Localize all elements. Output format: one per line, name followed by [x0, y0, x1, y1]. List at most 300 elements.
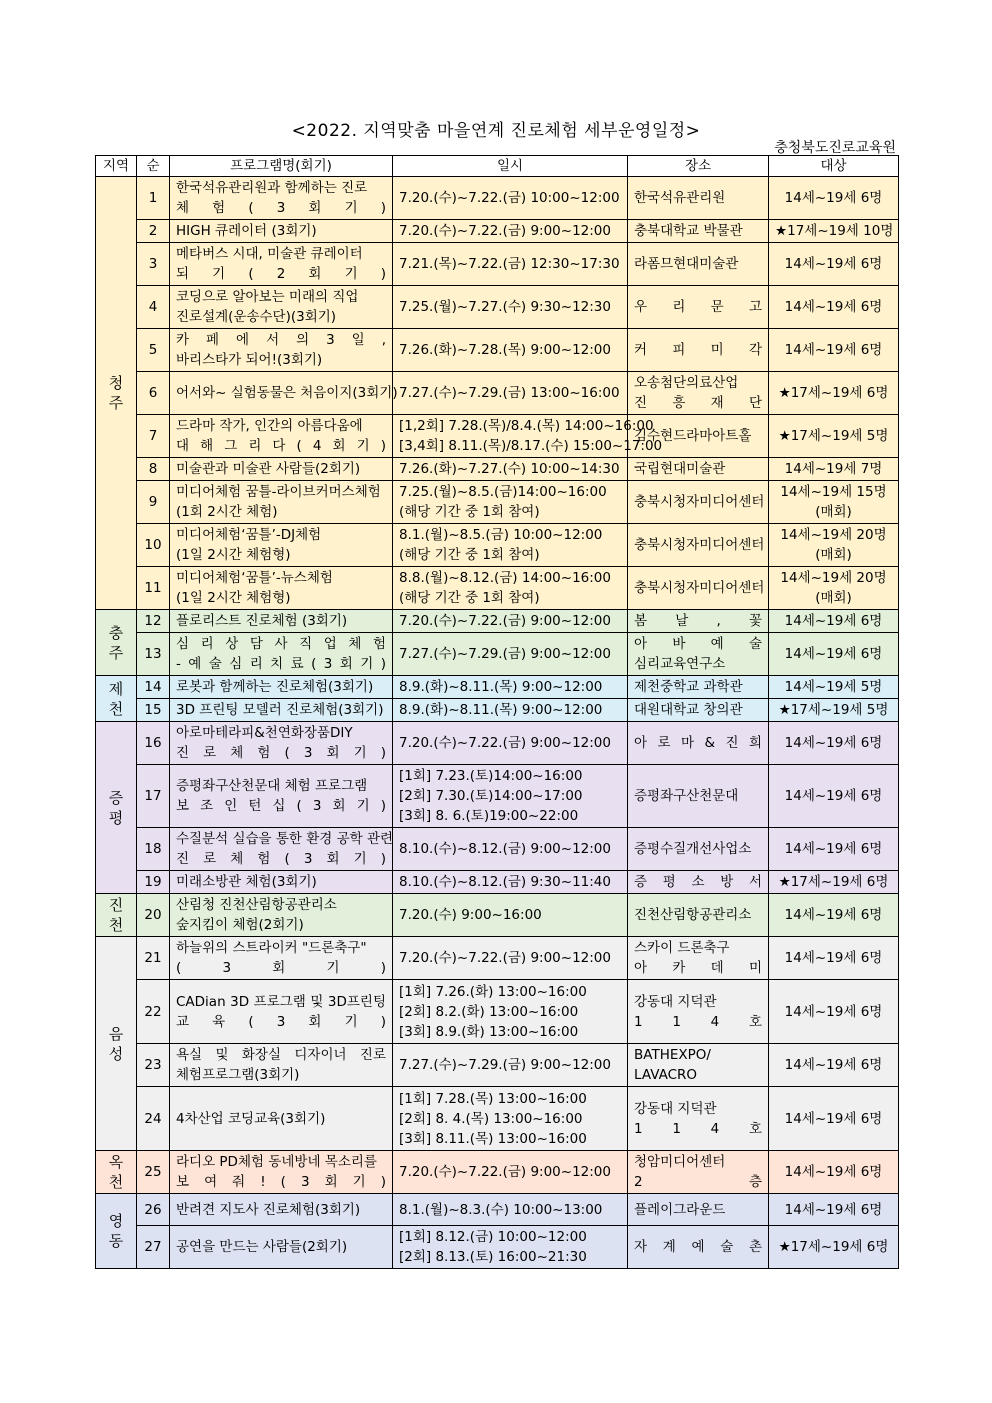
table-row: [96, 481, 899, 524]
seq-cell: 2: [137, 220, 170, 243]
place-cell-line: 증평좌구산천문대: [634, 788, 739, 804]
seq-cell: 13: [137, 633, 170, 676]
date-cell-line: [2회] 8. 4.(목) 13:00~16:00: [399, 1110, 583, 1127]
program-cell-line: 산림청 진천산림항공관리소: [176, 897, 337, 913]
target-cell-line: 14세~19세 6명: [784, 190, 883, 206]
program-cell-line: 하늘위의 스트라이커 "드론축구": [176, 940, 367, 956]
program-cell-line: 공연을 만드는 사람들(2회기): [176, 1239, 348, 1255]
header-date: 일시: [393, 156, 628, 177]
date-cell: [393, 828, 628, 871]
program-cell-line: 미래소방관 체험(3회기): [176, 874, 317, 890]
place-cell-line: BATHEXPO/: [634, 1047, 711, 1063]
program-cell-line: 미술관과 미술관 사람들(2회기): [176, 461, 361, 477]
seq-cell: 23: [137, 1044, 170, 1087]
program-cell-line: 진 로 체 험 ( 3 회 기 ): [176, 851, 386, 867]
place-cell: [628, 1044, 769, 1087]
place-cell-line: 강동대 지덕관: [634, 1100, 717, 1117]
target-cell-line: 14세~19세 6명: [784, 1164, 883, 1180]
target-cell-line: 14세~19세 20명: [780, 570, 887, 586]
date-cell: [393, 676, 628, 699]
table-header-row: [96, 156, 899, 177]
program-cell-line: 진로설계(운송수단)(3회기): [176, 309, 337, 325]
date-cell-line: (해당 기간 중 1회 참여): [399, 504, 540, 520]
table-row: [96, 722, 899, 765]
date-cell-line: 7.20.(수)~7.22.(금) 9:00~12:00: [399, 950, 611, 966]
date-cell-line: 7.20.(수)~7.22.(금) 9:00~12:00: [399, 223, 611, 239]
table-row: [96, 1194, 899, 1226]
target-cell-line: 14세~19세 7명: [784, 461, 883, 477]
seq-cell: 8: [137, 458, 170, 481]
program-cell-line: 로봇과 함께하는 진로체험(3회기): [176, 679, 374, 695]
place-cell-line: 오송첨단의료산업: [634, 375, 739, 391]
place-cell-line: 심리교육연구소: [634, 656, 726, 672]
program-cell: [170, 699, 393, 722]
program-cell-line: 수질분석 실습을 통한 환경 공학 관련: [176, 831, 394, 847]
date-cell: [393, 415, 663, 458]
date-cell: [393, 567, 628, 610]
program-cell: [170, 1087, 393, 1151]
table-row: [96, 610, 899, 633]
date-cell-line: 7.26.(화)~7.27.(수) 10:00~14:30: [399, 461, 620, 477]
date-cell-line: 7.27.(수)~7.29.(금) 9:00~12:00: [399, 646, 611, 662]
table-row: [96, 567, 899, 610]
table-row: [96, 1044, 899, 1087]
program-cell-line: 4차산업 코딩교육(3회기): [176, 1110, 326, 1127]
program-cell: [170, 1226, 393, 1269]
program-cell-line: 교 육 ( 3 회 기 ): [176, 1013, 386, 1030]
target-cell-line: 14세~19세 6명: [784, 950, 883, 966]
target-cell-line: 14세~19세 6명: [784, 841, 883, 857]
program-cell: [170, 329, 393, 372]
program-cell: [170, 1044, 393, 1087]
date-cell-line: [3회] 8.9.(화) 13:00~16:00: [399, 1023, 579, 1040]
program-cell: [170, 1194, 393, 1226]
program-cell-line: 카 페 에 서 의 3 일 ,: [176, 332, 386, 348]
place-cell-line: 플레이그라운드: [634, 1201, 726, 1218]
seq-cell: 7: [137, 415, 170, 458]
seq-cell: 14: [137, 676, 170, 699]
header-target: 대상: [769, 156, 899, 177]
region-cell: [96, 1151, 137, 1194]
target-cell-line: 14세~19세 6명: [784, 907, 883, 923]
program-cell: [170, 871, 393, 894]
program-cell: [170, 286, 393, 329]
target-cell: [769, 828, 899, 871]
date-cell: [393, 286, 628, 329]
table-row: [96, 286, 899, 329]
date-cell-line: 8.9.(화)~8.11.(목) 9:00~12:00: [399, 679, 603, 695]
target-cell: [769, 243, 899, 286]
date-cell: [393, 633, 628, 676]
program-cell-line: ( 3 회 기 ): [176, 960, 386, 976]
date-cell: [393, 1087, 628, 1151]
header-region: 지역: [96, 156, 137, 177]
seq-cell: 21: [137, 937, 170, 980]
date-cell-line: 7.20.(수) 9:00~16:00: [399, 907, 542, 923]
region-name: 음성: [108, 1024, 124, 1063]
target-cell-line: 14세~19세 5명: [784, 679, 883, 695]
place-cell-line: 2 층: [634, 1174, 762, 1190]
date-cell: [393, 980, 628, 1044]
region-name: 옥천: [108, 1153, 124, 1191]
place-cell-line: 봄 날 , 꽃: [634, 613, 762, 629]
date-cell-line: 7.25.(월)~7.27.(수) 9:30~12:30: [399, 299, 611, 315]
date-cell: [393, 372, 628, 415]
target-cell: [769, 329, 899, 372]
place-cell: [628, 1087, 769, 1151]
target-cell-line: (매회): [815, 504, 852, 520]
document-title: <2022. 지역맞춤 마을연계 진로체험 세부운영일정>: [291, 121, 701, 141]
place-cell: [628, 220, 769, 243]
program-cell-line: HIGH 큐레이터 (3회기): [176, 223, 317, 239]
date-cell: [393, 524, 628, 567]
target-cell: [769, 610, 899, 633]
date-cell-line: [1회] 7.23.(토)14:00~16:00: [399, 768, 583, 784]
program-cell-line: 체 험 ( 3 회 기 ): [176, 200, 386, 216]
region-name: 제천: [108, 679, 124, 718]
header-program: 프로그램명(회기): [170, 156, 393, 177]
region-cell: [96, 722, 137, 894]
seq-cell: 22: [137, 980, 170, 1044]
place-cell: [628, 722, 769, 765]
place-cell: [628, 633, 769, 676]
program-cell: [170, 894, 393, 937]
target-cell-line: ★17세~19세 5명: [778, 428, 889, 444]
program-cell: [170, 610, 393, 633]
target-cell-line: ★17세~19세 10명: [775, 223, 894, 239]
target-cell: [769, 765, 899, 828]
seq-cell: 20: [137, 894, 170, 937]
date-cell: [393, 329, 628, 372]
program-cell-line: 드라마 작가, 인간의 아름다움에: [176, 418, 363, 434]
table-row: [96, 243, 899, 286]
program-cell-line: 반려견 지도사 진로체험(3회기): [176, 1201, 361, 1218]
seq-cell: 24: [137, 1087, 170, 1151]
table-row: [96, 937, 899, 980]
program-cell-line: 미디어체험‘꿈틀’-뉴스체험: [176, 570, 333, 586]
date-cell-line: 8.1.(월)~8.5.(금) 10:00~12:00: [399, 527, 603, 543]
program-cell: [170, 828, 393, 871]
target-cell-line: 14세~19세 6명: [784, 613, 883, 629]
date-cell: [393, 1194, 628, 1226]
date-cell: [393, 458, 628, 481]
seq-cell: 17: [137, 765, 170, 828]
date-cell-line: [3,4회] 8.11.(목)/8.17.(수) 15:00~17:00: [399, 438, 663, 454]
place-cell: [628, 871, 769, 894]
table-row: [96, 415, 899, 458]
program-cell-line: 미디어체험‘꿈틀’-DJ체험: [176, 527, 322, 543]
place-cell: [628, 894, 769, 937]
program-cell-line: 욕실 및 화장실 디자이너 진로: [176, 1047, 386, 1063]
target-cell: [769, 722, 899, 765]
program-cell: [170, 372, 398, 415]
date-cell-line: [2회] 8.13.(토) 16:00~21:30: [399, 1249, 587, 1265]
date-cell: [393, 610, 628, 633]
target-cell-line: ★17세~19세 6명: [778, 385, 889, 401]
program-cell: [170, 415, 393, 458]
date-cell-line: [1회] 8.12.(금) 10:00~12:00: [399, 1229, 587, 1245]
program-cell-line: (1일 2시간 체험형): [176, 590, 291, 606]
program-cell-line: 라디오 PD체험 동네방네 목소리를: [176, 1154, 377, 1170]
seq-cell: 5: [137, 329, 170, 372]
region-name: 증평: [108, 788, 124, 827]
place-cell: [628, 980, 769, 1044]
target-cell: [769, 481, 899, 524]
date-cell-line: 8.9.(화)~8.11.(목) 9:00~12:00: [399, 702, 603, 718]
program-cell-line: 심 리 상 담 사 직 업 체 험: [176, 636, 386, 652]
place-cell-line: LAVACRO: [634, 1067, 698, 1083]
table-row: [96, 372, 899, 415]
date-cell: [393, 177, 628, 220]
target-cell: [769, 633, 899, 676]
header-seq: 순: [137, 156, 170, 177]
date-cell-line: [3회] 8. 6.(토)19:00~22:00: [399, 808, 579, 824]
place-cell: [628, 1194, 769, 1226]
seq-cell: 4: [137, 286, 170, 329]
table-row: [96, 633, 899, 676]
table-row: [96, 828, 899, 871]
place-cell-line: 충북시청자미디어센터: [634, 494, 765, 510]
target-cell: [769, 567, 899, 610]
target-cell-line: 14세~19세 6명: [784, 1201, 883, 1218]
program-cell-line: - 예 술 심 리 치 료 ( 3 회 기 ): [176, 656, 386, 672]
place-cell: [628, 1151, 769, 1194]
program-cell: [170, 177, 393, 220]
place-cell-line: 김수현드라마아트홀: [634, 428, 752, 444]
program-cell: [170, 765, 393, 828]
program-cell-line: 미디어체험 꿈틀-라이브커머스체험: [176, 484, 381, 500]
place-cell-line: 1 1 4 호: [634, 1013, 762, 1030]
date-cell-line: 7.27.(수)~7.29.(금) 9:00~12:00: [399, 1057, 611, 1073]
target-cell-line: (매회): [815, 590, 852, 606]
target-cell-line: 14세~19세 6명: [784, 788, 883, 804]
target-cell-line: 14세~19세 6명: [784, 342, 883, 358]
table-row: [96, 765, 899, 828]
place-cell-line: 증 평 소 방 서: [634, 874, 762, 890]
seq-cell: 9: [137, 481, 170, 524]
date-cell-line: 7.20.(수)~7.22.(금) 10:00~12:00: [399, 190, 620, 206]
date-cell: [393, 722, 628, 765]
target-cell: [769, 415, 899, 458]
program-cell: [170, 220, 393, 243]
program-cell-line: 되 기 ( 2 회 기 ): [176, 266, 386, 282]
place-cell-line: 커 피 미 각: [634, 342, 762, 358]
date-cell-line: 7.25.(월)~8.5.(금)14:00~16:00: [399, 484, 607, 500]
seq-cell: 12: [137, 610, 170, 633]
program-cell-line: CADian 3D 프로그램 및 3D프린팅: [176, 993, 386, 1010]
place-cell-line: 자 계 예 술 촌: [634, 1239, 762, 1255]
table-row: [96, 980, 899, 1044]
table-row: [96, 329, 899, 372]
region-cell: [96, 937, 137, 1151]
region-name: 청주: [108, 374, 124, 412]
place-cell: [628, 610, 769, 633]
program-cell-line: 한국석유관리원과 함께하는 진로: [176, 180, 368, 196]
seq-cell: 16: [137, 722, 170, 765]
table-row: [96, 177, 899, 220]
date-cell-line: [1,2회] 7.28.(목)/8.4.(목) 14:00~16:00: [399, 418, 654, 434]
region-name: 충주: [108, 623, 124, 662]
place-cell-line: 충북시청자미디어센터: [634, 580, 765, 596]
date-cell: [393, 481, 628, 524]
place-cell: [628, 329, 769, 372]
date-cell: [393, 937, 628, 980]
place-cell-line: 한국석유관리원: [634, 190, 726, 206]
date-cell-line: 8.10.(수)~8.12.(금) 9:30~11:40: [399, 874, 611, 890]
table-row: [96, 871, 899, 894]
place-cell-line: 국립현대미술관: [634, 461, 726, 477]
program-cell-line: 숲지킴이 체험(2회기): [176, 917, 304, 933]
target-cell: [769, 1044, 899, 1087]
date-cell-line: 7.20.(수)~7.22.(금) 9:00~12:00: [399, 613, 611, 629]
seq-cell: 11: [137, 567, 170, 610]
target-cell-line: 14세~19세 20명: [780, 527, 887, 543]
seq-cell: 10: [137, 524, 170, 567]
table-row: [96, 220, 899, 243]
target-cell-line: 14세~19세 6명: [784, 1110, 883, 1127]
region-cell: [96, 610, 137, 676]
program-cell: [170, 524, 393, 567]
target-cell: [769, 676, 899, 699]
place-cell-line: 우 리 문 고: [634, 299, 762, 315]
program-cell-line: 바리스타가 되어!(3회기): [176, 352, 323, 368]
place-cell-line: 증평수질개선사업소: [634, 841, 752, 857]
program-cell-line: 보 조 인 턴 십 ( 3 회 기 ): [176, 798, 386, 814]
table-row: [96, 676, 899, 699]
date-cell: [393, 220, 628, 243]
table-row: [96, 1151, 899, 1194]
place-cell-line: 진천산림항공관리소: [634, 907, 752, 923]
place-cell: [628, 567, 769, 610]
place-cell: [628, 243, 769, 286]
target-cell-line: (매회): [815, 547, 852, 563]
program-cell: [170, 1151, 393, 1194]
region-name: 영동: [108, 1212, 124, 1250]
program-cell: [170, 980, 393, 1044]
target-cell: [769, 937, 899, 980]
place-cell: [628, 676, 769, 699]
target-cell: [769, 1151, 899, 1194]
region-cell: [96, 676, 137, 722]
program-cell-line: 플로리스트 진로체험 (3회기): [176, 613, 348, 629]
target-cell-line: 14세~19세 6명: [784, 1003, 883, 1020]
target-cell: [769, 1194, 899, 1226]
date-cell-line: 7.20.(수)~7.22.(금) 9:00~12:00: [399, 1164, 611, 1180]
program-cell-line: 코딩으로 알아보는 미래의 직업: [176, 289, 359, 305]
target-cell: [769, 372, 899, 415]
date-cell-line: 7.27.(수)~7.29.(금) 13:00~16:00: [399, 385, 620, 401]
place-cell: [628, 765, 769, 828]
target-cell-line: ★17세~19세 5명: [778, 702, 889, 718]
target-cell: [769, 894, 899, 937]
program-cell: [170, 243, 393, 286]
place-cell-line: 아 바 예 술: [634, 636, 762, 652]
place-cell: [628, 458, 769, 481]
place-cell-line: 스카이 드론축구: [634, 940, 730, 956]
program-cell: [170, 481, 393, 524]
region-cell: [96, 1194, 137, 1269]
place-cell: [628, 286, 769, 329]
seq-cell: 18: [137, 828, 170, 871]
program-cell-line: (1일 2시간 체험형): [176, 547, 291, 563]
seq-cell: 3: [137, 243, 170, 286]
program-cell-line: 보 여 줘 ! ( 3 회 기 ): [176, 1174, 386, 1190]
target-cell: [769, 458, 899, 481]
program-cell-line: 진 로 체 험 ( 3 회 기 ): [176, 745, 386, 761]
seq-cell: 6: [137, 372, 170, 415]
seq-cell: 19: [137, 871, 170, 894]
program-cell-line: 대 해 그 리 다 ( 4 회 기 ): [176, 438, 386, 454]
date-cell-line: 7.26.(화)~7.28.(목) 9:00~12:00: [399, 342, 611, 358]
schedule-rows: [96, 177, 899, 1269]
date-cell-line: 7.21.(목)~7.22.(금) 12:30~17:30: [399, 256, 620, 272]
table-row: [96, 699, 899, 722]
date-cell: [393, 894, 628, 937]
date-cell-line: 8.10.(수)~8.12.(금) 9:00~12:00: [399, 841, 611, 857]
program-cell: [170, 567, 393, 610]
date-cell: [393, 699, 628, 722]
place-cell-line: 아 카 데 미: [634, 960, 762, 976]
place-cell-line: 1 1 4 호: [634, 1120, 762, 1137]
target-cell: [769, 1226, 899, 1269]
program-cell-line: 메타버스 시대, 미술관 큐레이터: [176, 246, 363, 262]
target-cell: [769, 699, 899, 722]
program-cell-line: 아로마테라피&천연화장품DIY: [176, 725, 353, 741]
target-cell: [769, 980, 899, 1044]
place-cell-line: 강동대 지덕관: [634, 993, 717, 1010]
seq-cell: 15: [137, 699, 170, 722]
date-cell-line: [2회] 8.2.(화) 13:00~16:00: [399, 1003, 579, 1020]
target-cell-line: 14세~19세 6명: [784, 299, 883, 315]
date-cell: [393, 1044, 628, 1087]
target-cell: [769, 177, 899, 220]
date-cell-line: (해당 기간 중 1회 참여): [399, 547, 540, 563]
program-cell: [170, 458, 393, 481]
place-cell-line: 아 로 마 & 진 희: [634, 735, 762, 751]
seq-cell: 1: [137, 177, 170, 220]
target-cell: [769, 286, 899, 329]
table-row: [96, 458, 899, 481]
place-cell: [628, 937, 769, 980]
date-cell-line: 8.8.(월)~8.12.(금) 14:00~16:00: [399, 570, 611, 586]
program-cell-line: 어서와~ 실험동물은 처음이지(3회기): [176, 385, 398, 401]
target-cell-line: 14세~19세 6명: [784, 735, 883, 751]
date-cell-line: [3회] 8.11.(목) 13:00~16:00: [399, 1130, 587, 1147]
target-cell-line: 14세~19세 6명: [784, 256, 883, 272]
place-cell-line: 대원대학교 창의관: [634, 702, 743, 718]
place-cell-line: 충북시청자미디어센터: [634, 537, 765, 553]
place-cell: [628, 524, 769, 567]
date-cell: [393, 1226, 628, 1269]
date-cell: [393, 871, 628, 894]
program-cell: [170, 937, 393, 980]
date-cell-line: [2회] 7.30.(토)14:00~17:00: [399, 788, 583, 804]
date-cell-line: (해당 기간 중 1회 참여): [399, 590, 540, 606]
seq-cell: 25: [137, 1151, 170, 1194]
target-cell: [769, 1087, 899, 1151]
date-cell: [393, 1151, 628, 1194]
program-cell-line: 3D 프린팅 모델러 진로체험(3회기): [176, 702, 384, 718]
region-name: 진천: [108, 896, 124, 934]
table-row: [96, 894, 899, 937]
target-cell-line: ★17세~19세 6명: [778, 1239, 889, 1255]
date-cell: [393, 765, 628, 828]
program-cell: [170, 722, 393, 765]
table-row: [96, 1226, 899, 1269]
place-cell-line: 청암미디어센터: [634, 1154, 726, 1170]
place-cell: [628, 699, 769, 722]
region-cell: [96, 894, 137, 937]
